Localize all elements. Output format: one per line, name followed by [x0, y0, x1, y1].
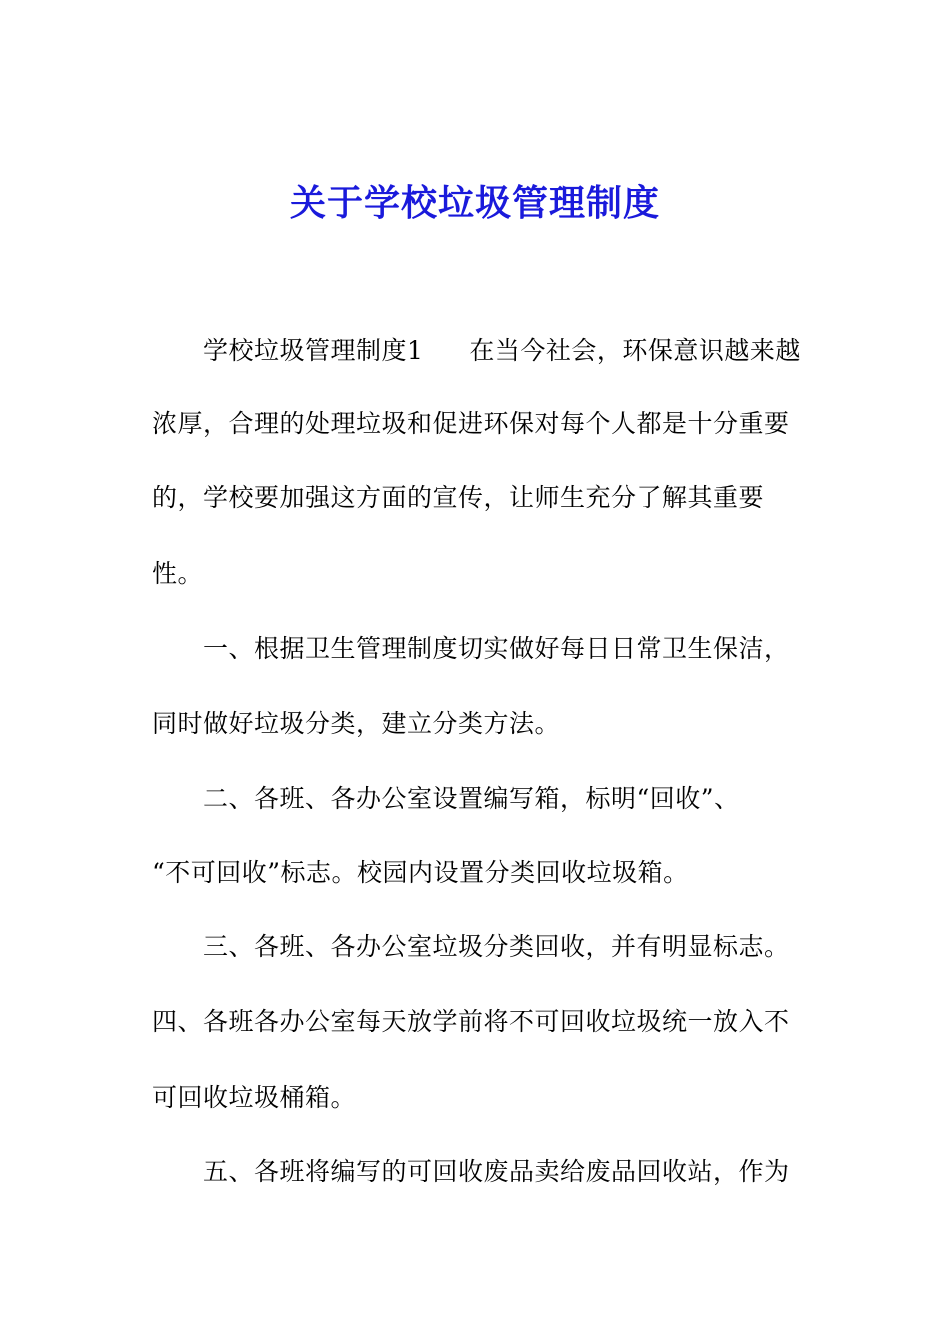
- paragraph-line: 一、根据卫生管理制度切实做好每日日常卫生保洁，: [203, 634, 790, 663]
- paragraph-line: 同时做好垃圾分类，建立分类方法。: [152, 709, 561, 738]
- paragraph-line: 四、各班各办公室每天放学前将不可回收垃圾统一放入不: [152, 1007, 790, 1036]
- paragraph-line: 的，学校要加强这方面的宣传，让师生充分了解其重要: [152, 483, 765, 512]
- paragraph-line: 三、各班、各办公室垃圾分类回收，并有明显标志。: [203, 932, 790, 961]
- paragraph-line: 五、各班将编写的可回收废品卖给废品回收站，作为: [203, 1157, 790, 1186]
- paragraph-line: 二、各班、各办公室设置编写箱，标明“回收”、: [203, 784, 740, 813]
- paragraph-text: 在当今社会，环保意识越来越: [469, 336, 801, 365]
- paragraph-line: “不可回收”标志。校园内设置分类回收垃圾箱。: [152, 858, 689, 887]
- paragraph-line: 性。: [152, 559, 204, 588]
- document-title: 关于学校垃圾管理制度: [289, 182, 660, 224]
- paragraph-line: 可回收垃圾桶箱。: [152, 1083, 357, 1112]
- paragraph-line: [203, 333, 801, 369]
- section-heading: 学校垃圾管理制度1: [203, 336, 424, 365]
- paragraph-line: 浓厚，合理的处理垃圾和促进环保对每个人都是十分重要: [152, 409, 790, 438]
